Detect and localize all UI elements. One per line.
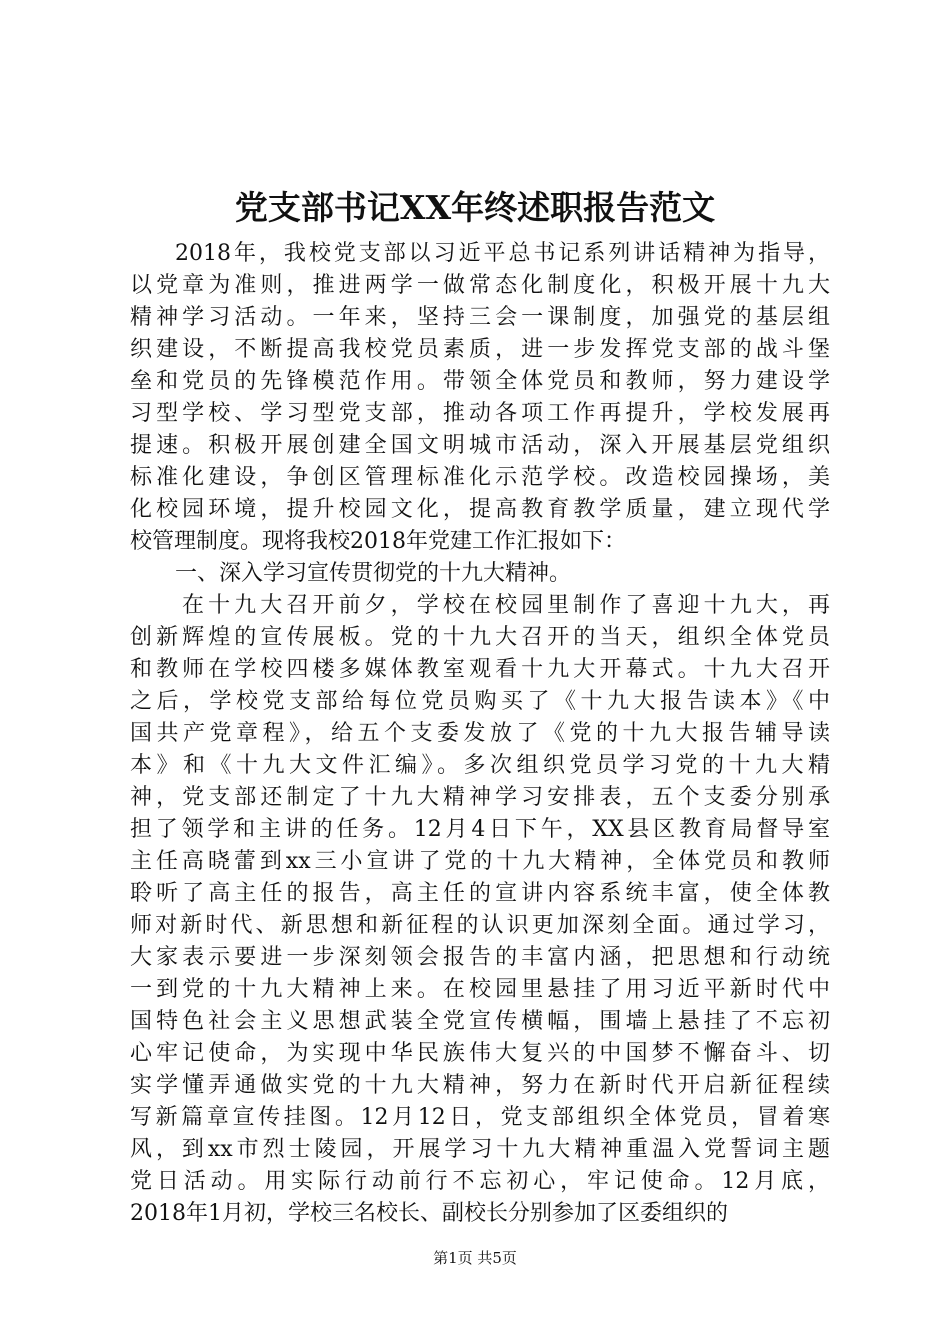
paragraph-line: 心牢记使命，为实现中华民族伟大复兴的中国梦不懈奋斗、切 [130, 1041, 830, 1066]
paragraph-line: 精神学习活动。一年来，坚持三会一课制度，加强党的基层组 [130, 305, 830, 330]
paragraph-line: 化校园环境，提升校园文化，提高教育教学质量，建立现代学 [130, 497, 830, 522]
paragraph-line: 神，党支部还制定了十九大精神学习安排表，五个支委分别承 [130, 785, 830, 810]
paragraph-line: 党日活动。用实际行动前行不忘初心，牢记使命。12月底， [130, 1169, 830, 1194]
paragraph-line: 一、深入学习宣传贯彻党的十九大精神。 [175, 561, 572, 586]
paragraph-line: 垒和党员的先锋模范作用。带领全体党员和教师，努力建设学 [130, 369, 830, 394]
paragraph-line: 2018年1月初，学校三名校长、副校长分别参加了区委组织的 [130, 1201, 728, 1226]
paragraph-line: 担了领学和主讲的任务。12月4日下午，XX县区教育局督导室 [130, 817, 830, 842]
document-title: 党支部书记XX年终述职报告范文 [234, 188, 716, 227]
paragraph-line: 一到党的十九大精神上来。在校园里悬挂了用习近平新时代中 [130, 977, 830, 1002]
document-body [130, 238, 830, 1230]
paragraph-line: 风，到xx市烈士陵园，开展学习十九大精神重温入党誓词主题 [130, 1137, 830, 1162]
paragraph-line: 织建设，不断提高我校党员素质，进一步发挥党支部的战斗堡 [130, 337, 830, 362]
paragraph-line: 师对新时代、新思想和新征程的认识更加深刻全面。通过学习， [130, 913, 830, 938]
paragraph-line: 大家表示要进一步深刻领会报告的丰富内涵，把思想和行动统 [130, 945, 830, 970]
paragraph-line: 写新篇章宣传挂图。12月12日，党支部组织全体党员，冒着寒 [130, 1105, 830, 1130]
paragraph-line: 创新辉煌的宣传展板。党的十九大召开的当天，组织全体党员 [130, 625, 830, 650]
paragraph-line: 主任高晓蕾到xx三小宣讲了党的十九大精神，全体党员和教师 [130, 849, 830, 874]
paragraph-line: 2018年，我校党支部以习近平总书记系列讲话精神为指导， [175, 241, 830, 266]
paragraph-line: 国共产党章程》，给五个支委发放了《党的十九大报告辅导读 [130, 721, 830, 746]
paragraph-line: 在十九大召开前夕，学校在校园里制作了喜迎十九大，再 [182, 593, 830, 618]
paragraph-line: 校管理制度。现将我校2018年党建工作汇报如下： [130, 529, 626, 554]
paragraph-line: 标准化建设，争创区管理标准化示范学校。改造校园操场，美 [130, 465, 830, 490]
paragraph-line: 提速。积极开展创建全国文明城市活动，深入开展基层党组织 [130, 433, 830, 458]
paragraph-line: 实学懂弄通做实党的十九大精神，努力在新时代开启新征程续 [130, 1073, 830, 1098]
paragraph-line: 和教师在学校四楼多媒体教室观看十九大开幕式。十九大召开 [130, 657, 830, 682]
paragraph-line: 习型学校、学习型党支部，推动各项工作再提升，学校发展再 [130, 401, 830, 426]
paragraph-line: 聆听了高主任的报告，高主任的宣讲内容系统丰富，使全体教 [130, 881, 830, 906]
paragraph-line: 本》和《十九大文件汇编》。多次组织党员学习党的十九大精 [130, 753, 830, 778]
paragraph-line: 以党章为准则，推进两学一做常态化制度化，积极开展十九大 [130, 273, 830, 298]
page-footer: 第1页 共5页 [433, 1249, 517, 1267]
paragraph-line: 国特色社会主义思想武装全党宣传横幅，围墙上悬挂了不忘初 [130, 1009, 830, 1034]
paragraph-line: 之后，学校党支部给每位党员购买了《十九大报告读本》《中 [130, 689, 830, 714]
